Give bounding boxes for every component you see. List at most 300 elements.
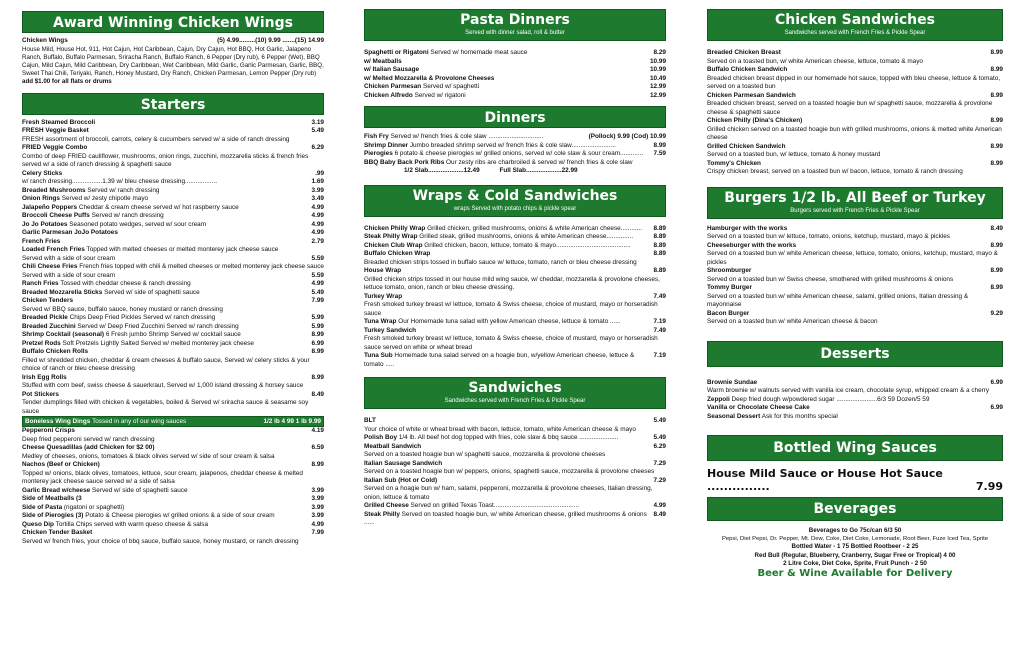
menu-item-desc: Served w/ Deep Fried Zucchini Served w/ ranch dressing: [77, 322, 239, 330]
menu-item: [707, 250, 1003, 267]
bottled-line: House Mild Sauce or House Hot Sauce ............... 7.99: [707, 467, 1003, 493]
menu-item-desc: Filled w/ shredded chicken, cheddar & cream cheeses & buffalo sauce, Served w/ celery sticks & your choice of ranch or bleu cheese dressing: [22, 356, 310, 373]
menu-item: [364, 83, 666, 92]
menu-item-name: House Wrap: [364, 267, 402, 274]
menu-item-price: 8.49: [653, 510, 666, 518]
menu-item-desc: Grilled chicken served on a toasted hoagie bun with grilled mushrooms, onions & melted white American cheese: [707, 125, 1002, 141]
menu-item: [364, 75, 666, 84]
wings-note: add $1.00 for all flats or drums: [22, 78, 112, 86]
menu-item: [22, 436, 324, 445]
menu-item: [364, 352, 666, 369]
dinners-list: [364, 133, 666, 167]
menu-item: [364, 293, 666, 302]
menu-item-desc: 6 potato & cheese pierogies w/ grilled onions, served w/ cole slaw & sour cream.............: [394, 150, 644, 157]
menu-item: [364, 318, 666, 327]
menu-item: [364, 142, 666, 151]
dinners-header: [364, 106, 666, 128]
desserts-header: [707, 341, 1003, 367]
wings-line: Chicken Wings (5) 4.99.........(10) 9.99 .......(15) 14.99: [22, 37, 324, 44]
menu-item-price: 8.89: [653, 241, 666, 249]
menu-item: [22, 306, 324, 315]
menu-item-name: Buffalo Chicken Rolls: [22, 348, 89, 356]
menu-item-price: 7.49: [653, 292, 666, 300]
beverages-section: Beverages to Go 75c/can 6/3 50 Pepsi, Diet Pepsi, Dr. Pepper, Mt. Dew, Coke, Diet Coke, Lemonade, Root Beer, Fuze Iced Tea, Sprite Bottled Water - 1 75 Bottled Rootbeer - 2 25 Red Bull (Regular, Blueberry, Cranberry, Sugar Free or Tropical) 4 00 2 Litre Coke, Diet Coke, Sprite, Fruit Punch - 2 50 Beer & Wine Available for Delivery: [707, 527, 1003, 579]
menu-item-desc: Potato & Cheese pierogies w/ grilled onions & a side of sour cream: [85, 512, 275, 520]
menu-item: [707, 310, 1003, 319]
menu-item: [707, 379, 1003, 388]
menu-item-price: 8.99: [311, 373, 324, 381]
menu-item-price: 4.99: [311, 220, 324, 228]
menu-item-desc: Crispy chicken breast, served on a toasted bun w/ bacon, lettuce, tomato & ranch dressing: [707, 168, 963, 175]
menu-item: [22, 297, 324, 306]
menu-item: [22, 229, 324, 238]
menu-item: [22, 314, 324, 323]
menu-item: [707, 66, 1003, 75]
menu-item: [364, 276, 666, 293]
menu-item-price: 10.49: [650, 74, 666, 82]
menu-item-name: w/ Meatballs: [364, 57, 402, 65]
menu-item-name: Chicken Philly (Dina's Chicken): [707, 117, 803, 124]
menu-item-name: Steak Philly: [364, 510, 400, 518]
menu-item: [22, 538, 324, 547]
menu-item-name: Shroomburger: [707, 267, 752, 274]
menu-item-desc: Breaded chicken strips tossed in buffalo sauce w/ lettuce, tomato, ranch or bleu cheese dressing: [364, 258, 637, 266]
menu-item-desc: Your choice of white or wheat bread with bacon, lettuce, tomato, white American cheese & mayo: [364, 425, 636, 433]
menu-item-name: Brownie Sundae: [707, 378, 758, 386]
menu-item-desc: Served w/ ranch dressing: [87, 186, 160, 194]
menu-item: [364, 468, 666, 477]
menu-item: [364, 92, 666, 101]
menu-item-desc: Served w/ zesty chipotle mayo: [61, 195, 149, 203]
menu-item-price: 5.49: [311, 288, 324, 296]
menu-item-price: 8.99: [990, 267, 1003, 274]
menu-item-name: Bacon Burger: [707, 309, 750, 317]
menu-item-price: 4.99: [311, 280, 324, 288]
menu-item: [364, 443, 666, 452]
menu-item: [364, 477, 666, 486]
menu-item-price: 7.99: [311, 297, 324, 305]
menu-item-price: 9.29: [990, 309, 1003, 317]
menu-item: [364, 150, 666, 159]
menu-item-name: Italian Sausage Sandwich: [364, 459, 443, 467]
menu-item: [364, 417, 666, 426]
menu-item-name: Pot Stickers: [22, 390, 59, 398]
menu-item-name: Italian Sub (Hot or Cold): [364, 476, 438, 484]
menu-item: [364, 66, 666, 75]
menu-item: [22, 453, 324, 462]
menu-item: [22, 263, 324, 272]
menu-item-name: Meatball Sandwich: [364, 442, 422, 450]
menu-item: [707, 233, 1003, 242]
menu-item-desc: Served w/ ranch dressing: [91, 212, 164, 220]
menu-item-price: 12.99: [650, 91, 666, 99]
menu-item: [364, 267, 666, 276]
burgers-list: [707, 225, 1003, 327]
menu-item-desc: w/ ranch dressing.................1.39 w/ bleu cheese dressing..................: [22, 178, 218, 186]
menu-item-name: Celery Sticks: [22, 169, 63, 177]
burgers-header: [707, 187, 1003, 219]
menu-item-price: 4.99: [653, 502, 666, 509]
desserts-list: [707, 379, 1003, 422]
menu-item-name: Breaded Pickle: [22, 314, 68, 322]
menu-item-desc: 1/4 lb. All beef hot dog topped with fries, cole slaw & bbq sauce ......................: [398, 434, 619, 441]
menu-item: [707, 58, 1003, 67]
chicken-sandwiches-subtitle: Sandwiches served with French Fries & Pickle Spear: [784, 30, 926, 36]
starters-list: [22, 119, 324, 417]
menu-item-desc: Homemade tuna salad served on a hoagie bun, w/yellow American cheese, lettuce & tomato .....: [364, 352, 635, 368]
menu-item-desc: French fries topped with chili & melted cheeses or melted monterey jack cheese sauce: [79, 263, 324, 271]
burgers-title: Burgers 1/2 lb. All Beef or Turkey: [724, 189, 986, 206]
menu-item: [707, 284, 1003, 293]
menu-item-price: 8.29: [653, 49, 666, 56]
menu-item-name: Vanilla or Chocolate Cheese Cake: [707, 404, 810, 411]
menu-item-desc: Served w/ side of spaghetti sauce: [92, 486, 188, 494]
desserts-title: Desserts: [820, 345, 890, 362]
menu-item-name: Buffalo Chicken Wrap: [364, 250, 431, 257]
menu-item-price: 3.99: [311, 512, 324, 520]
menu-item-name: Chicken Tenders: [22, 297, 74, 305]
menu-item-name: Chicken Philly Wrap: [364, 224, 426, 232]
beverages-header: [707, 497, 1003, 521]
menu-item-desc: Served on a toasted hoagie bun w/ spaghetti sauce, mozzarella & provolone cheeses: [364, 451, 606, 458]
menu-item-name: Cheese Quesadillas (add Chicken for $2 00): [22, 444, 155, 452]
menu-item-desc: Served w/ french fries & cole slaw ...............................: [390, 133, 544, 140]
menu-item: [364, 451, 666, 460]
menu-item: [707, 151, 1003, 160]
menu-item-desc: Ask for this months special: [761, 412, 838, 420]
menu-item-price: 5.49: [653, 434, 666, 441]
menu-item: [22, 178, 324, 187]
menu-item: [22, 470, 324, 487]
menu-item-desc: Served on a toasted bun w/ white American cheese, salami, grilled onions, Italian dressing & mayonnaise: [707, 292, 969, 308]
menu-item: [22, 461, 324, 470]
menu-item: [22, 391, 324, 400]
menu-item-desc: Served on a toasted bun, w/ white American cheese, lettuce, tomato & mayo: [707, 57, 923, 65]
menu-item-desc: Grilled chicken, bacon, lettuce, tomato & mayo..........................................: [424, 241, 631, 249]
wings-flavors: House Mild, House Hot, 911, Hot Cajun, Hot Caribbean, Cajun, Dry Cajun, Hot BBQ, Hot Garlic, Jalapeno Ranch, Buffalo, Buffalo Parmesan, Sriracha Ranch, Buffalo Ranch, 6 Pepper (Dry rub), 6 Pepper (Wet), BBQ Cajun, Mild Cajun, Mild Caribbean, Dry Caribbean, Wet Caribbean, Mild Garlic, Garlic Parmesan, Garlic, BBQ, Sweet Thai Chili, Teriyaki, Ranch, Honey Mustard, Dry Ranch, Chicken Parmesan, Lemon Pepper (Dry rub): [22, 45, 324, 78]
menu-item: [22, 212, 324, 221]
menu-item-price: 4.19: [311, 427, 324, 435]
menu-item-name: FRESH Veggie Basket: [22, 127, 89, 135]
menu-item-price: 8.99: [990, 117, 1003, 124]
menu-item-price: 5.49: [311, 127, 324, 135]
menu-item-price: 8.99: [990, 91, 1003, 99]
menu-item-price: 8.99: [311, 331, 324, 339]
menu-item: [22, 340, 324, 349]
menu-item: [22, 427, 324, 436]
menu-item-name: Tommy's Chicken: [707, 159, 761, 167]
menu-item-desc: Cheddar & cream cheese served w/ hot raspberry sauce: [78, 203, 239, 211]
menu-item: [22, 512, 324, 521]
wraps-list: [364, 225, 666, 370]
menu-item-desc: Served w/ spaghetti: [422, 83, 480, 90]
menu-item-name: Spaghetti or Rigatoni: [364, 49, 429, 56]
menu-item: [707, 143, 1003, 152]
menu-item-price: 4.99: [311, 212, 324, 220]
menu-item: [364, 335, 666, 352]
menu-item: [22, 444, 324, 453]
menu-item-price: 7.19: [653, 318, 666, 325]
menu-item-name: Fresh Steamed Broccoli: [22, 118, 96, 126]
chicken-sandwiches-title: Chicken Sandwiches: [775, 12, 935, 28]
menu-item-desc: Grilled steak, grilled mushrooms, onions & white American cheese...............: [419, 233, 634, 240]
starters-list-2: [22, 427, 324, 546]
pasta-list: [364, 49, 666, 100]
menu-item-price: 5.59: [311, 254, 324, 262]
menu-item-desc: Grilled chicken, grilled mushrooms, onions & white American cheese............: [427, 224, 642, 232]
menu-item: [22, 136, 324, 145]
menu-item-name: Loaded French Fries: [22, 246, 85, 254]
menu-item: [22, 487, 324, 496]
menu-item: [707, 168, 1003, 177]
menu-item-price: 3.99: [311, 486, 324, 494]
ribs-prices: 1/2 Slab....................12.49 Full Slab....................22.99: [404, 167, 578, 174]
menu-item-desc: Breaded chicken breast dipped in our homemade hot sauce, topped with bleu cheese, lettuce & tomato, served on a toasted bun: [707, 74, 1001, 90]
menu-item-price: 12.99: [650, 83, 666, 90]
starters-header: [22, 93, 324, 115]
menu-item: [22, 153, 324, 170]
sandwiches-subtitle: Sandwiches served with French Fries & Pickle Spear: [444, 398, 586, 404]
menu-item-name: Pierogies: [364, 150, 393, 157]
menu-item-desc: Served with a side of sour cream: [22, 271, 116, 279]
menu-item: [707, 293, 1003, 310]
menu-item: [364, 434, 666, 443]
menu-item-price: 7.99: [311, 529, 324, 537]
menu-item-price: 8.89: [653, 233, 666, 240]
menu-item-name: Side of Pierogies (3): [22, 512, 84, 520]
menu-item-desc: Fresh smoked turkey breast w/ lettuce, tomato & Swiss cheese, choice of mustard, mayo or horseradish sauce: [364, 301, 658, 317]
boneless-wing-dings: Boneless Wing Dings Tossed in any of our wing sauces 1/2 lb 4 99 1 lb 9.99: [22, 416, 324, 427]
menu-item: [22, 187, 324, 196]
menu-item-name: Seasonal Dessert: [707, 412, 761, 420]
menu-item-name: Chicken Parmesan: [364, 83, 422, 90]
menu-item-price: 5.99: [311, 314, 324, 322]
menu-item-desc: Jumbo breaded shrimp served w/ french fries & cole slaw.........................: [409, 141, 616, 149]
beverages-footer: Beer & Wine Available for Delivery: [757, 568, 953, 580]
menu-item-name: BLT: [364, 417, 376, 424]
menu-item-price: 8.49: [990, 224, 1003, 232]
menu-item-name: Breaded Mushrooms: [22, 186, 86, 194]
menu-item-desc: Combo of deep FRIED cauliflower, mushrooms, onion rings, zucchini, mozzarella sticks & french fries served w/ a side of ranch dressing & spaghetti sauce: [22, 152, 309, 169]
menu-item: [22, 289, 324, 298]
menu-item-name: Queso Dip: [22, 520, 54, 528]
menu-item: [707, 49, 1003, 58]
menu-item-price: 3.49: [311, 195, 324, 203]
menu-item: [22, 521, 324, 530]
menu-item-desc: Topped w/ onions, black olives, tomatoes, lettuce, sour cream, jalapenos, cheddar cheese & melted monterey jack cheese sauce served w/ a side of salsa: [22, 469, 303, 486]
wings-title: Award Winning Chicken Wings: [52, 15, 294, 31]
wraps-subtitle: wraps Served with potato chips & pickle spear: [453, 205, 577, 212]
menu-item-name: FRIED Veggie Combo: [22, 144, 88, 152]
menu-item-price: 5.59: [311, 271, 324, 279]
wings-header: [22, 11, 324, 33]
menu-item-name: Turkey Sandwich: [364, 326, 417, 334]
menu-item: [364, 159, 666, 168]
column-left: [22, 0, 324, 546]
menu-item-name: Irish Egg Rolls: [22, 373, 67, 381]
menu-item: [364, 327, 666, 336]
menu-item-price: 8.99: [311, 348, 324, 356]
pasta-subtitle: Served with dinner salad, roll & butter: [465, 30, 565, 36]
menu-item-price: 8.99: [990, 49, 1003, 56]
menu-item-name: Turkey Wrap: [364, 292, 403, 300]
menu-item-desc: Served on a toasted bun w/ white American cheese & bacon: [707, 318, 878, 325]
chicken-sandwiches-list: [707, 49, 1003, 177]
menu-item: [22, 357, 324, 374]
menu-item-desc: Chips Deep Fried Pickles Served w/ ranch dressing: [69, 314, 216, 322]
menu-item-desc: Seasoned potato wedges, served w/ sour cream: [69, 220, 207, 228]
menu-item-price: (Pollock) 9.99 (Cod) 10.99: [588, 133, 666, 140]
menu-item-desc: Served with a side of sour cream: [22, 254, 116, 262]
menu-item: [364, 250, 666, 259]
bottled-title: Bottled Wing Sauces: [773, 440, 937, 456]
menu-item: [707, 413, 1003, 422]
menu-item-price: 6.99: [311, 339, 324, 347]
menu-item-desc: Our zesty ribs are charbroiled & served w/ french fries & cole slaw: [446, 158, 633, 166]
menu-item-name: Chicken Club Wrap: [364, 241, 423, 249]
menu-item: [364, 460, 666, 469]
wraps-header: [364, 185, 666, 217]
menu-item-price: 4.99: [311, 203, 324, 211]
menu-item-price: 3.99: [311, 495, 324, 503]
menu-item-name: Cheeseburger with the works: [707, 241, 797, 249]
menu-item: [22, 280, 324, 289]
menu-item-name: Nachos (Beef or Chicken): [22, 461, 100, 469]
menu-item-name: Breaded Mozzarella Sticks: [22, 288, 103, 296]
menu-item-name: Shrimp Cocktail (seasonal): [22, 331, 105, 339]
menu-item-price: 7.19: [653, 352, 666, 359]
menu-item-price: 6.29: [311, 144, 324, 152]
menu-item-name: Side of Meatballs (3: [22, 495, 82, 503]
menu-item: [707, 387, 1003, 396]
menu-item-price: 6.99: [990, 378, 1003, 386]
menu-item-name: Tommy Burger: [707, 284, 752, 291]
menu-item-price: 8.99: [990, 142, 1003, 150]
menu-item-desc: Served on a toasted hoagie bun w/ peppers, onions, spaghetti sauce, mozzarella & provolone cheeses: [364, 468, 655, 475]
menu-item-name: Fish Fry: [364, 133, 389, 140]
menu-item: [22, 399, 324, 416]
menu-item-desc: Served on a toasted bun w/ lettuce, tomato, onions, ketchup, mustard, mayo & pickles: [707, 233, 950, 240]
menu-item: [707, 126, 1003, 143]
menu-item: [707, 92, 1003, 101]
menu-item-price: 4.99: [311, 229, 324, 237]
menu-item: [364, 225, 666, 234]
menu-item-price: 5.99: [311, 322, 324, 330]
menu-item-price: 2.79: [311, 237, 324, 245]
menu-item: [22, 348, 324, 357]
menu-item: [707, 225, 1003, 234]
dinners-title: Dinners: [484, 110, 546, 126]
menu-item-name: Tuna Sub: [364, 352, 393, 359]
pasta-title: Pasta Dinners: [460, 12, 570, 28]
menu-item-desc: Soft Pretzels Lightly Salted Served w/ melted monterey jack cheese: [62, 339, 254, 347]
menu-item: [22, 529, 324, 538]
menu-item: [364, 485, 666, 502]
menu-item-price: 7.49: [653, 326, 666, 334]
menu-item: [364, 58, 666, 67]
menu-item-price: 6.99: [990, 404, 1003, 411]
pasta-header: [364, 9, 666, 41]
menu-item-name: Tuna Wrap: [364, 318, 397, 325]
menu-item-desc: Topped with melted cheeses or melted monterey jack cheese sauce: [86, 246, 279, 254]
menu-item-name: Buffalo Chicken Sandwich: [707, 66, 788, 73]
menu-item-name: Grilled Cheese: [364, 502, 409, 509]
menu-item-price: 3.19: [311, 118, 324, 126]
menu-item-desc: FRESH assortment of broccoli, carrots, celery & cucumbers served w/ a side of ranch dressing: [22, 135, 290, 143]
menu-item: [22, 144, 324, 153]
menu-item-desc: Served on a toasted bun, w/ lettuce, tomato & honey mustard: [707, 151, 881, 158]
menu-item-desc: Breaded chicken breast, served on a toasted hoagie bun w/ spaghetti sauce, mozzarella & provolone cheese & spaghetti sauce: [707, 100, 993, 116]
menu-item-desc: Deep fried dough w/powdered sugar .......................6/3 59 Dozen/5 59: [731, 395, 930, 403]
menu-item-price: 10.99: [650, 57, 666, 65]
sandwiches-title: Sandwiches: [468, 380, 562, 396]
menu-item-desc: (rigatoni or spaghetti): [63, 503, 125, 511]
menu-item-name: Broccoli Cheese Puffs: [22, 212, 90, 220]
menu-item-name: w/ Italian Sausage: [364, 66, 420, 73]
menu-item-price: 1.69: [311, 178, 324, 186]
menu-item: [364, 49, 666, 58]
menu-item: [22, 221, 324, 230]
menu-item-desc: Served on grilled Texas Toast................................................: [410, 502, 580, 509]
menu-item: [707, 75, 1003, 92]
menu-item-desc: 6 Fresh jumbo Shrimp Served w/ cocktail sauce: [105, 331, 241, 339]
menu-item-desc: Served on a toasted bun w/ white American cheese, lettuce, tomato, onions, ketchup, mustard, mayo & pickles: [707, 250, 998, 266]
menu-item: [364, 511, 666, 528]
menu-item-desc: Deep fried pepperoni served w/ ranch dressing: [22, 435, 155, 443]
menu-item: [364, 242, 666, 251]
menu-item-price: 7.29: [653, 476, 666, 484]
menu-item: [707, 404, 1003, 413]
menu-item-desc: Served w/ side of spaghetti sauce: [104, 288, 200, 296]
menu-item-desc: Tossed with cheddar cheese & ranch dressing: [60, 280, 191, 288]
menu-item-desc: Our Homemade tuna salad with yellow American cheese, lettuce & tomato ......: [398, 318, 621, 325]
menu-item-name: Shrimp Dinner: [364, 141, 409, 149]
menu-item-price: 4.99: [311, 520, 324, 528]
menu-item-name: Breaded Zucchini: [22, 322, 76, 330]
menu-item-price: 8.99: [990, 159, 1003, 167]
menu-item-desc: Served w/ homemade meat sauce: [430, 49, 528, 56]
menu-item: [707, 318, 1003, 327]
menu-item: [364, 502, 666, 511]
menu-item: [707, 160, 1003, 169]
menu-item: [22, 170, 324, 179]
menu-item-desc: Served on a hoagie bun w/ ham, salami, pepperoni, mozzarella & provolone cheeses, Italian dressing, onion, lettuce & tomato: [364, 485, 653, 501]
menu-item-name: Side of Pasta: [22, 503, 63, 511]
bottled-header: [707, 435, 1003, 461]
menu-item-desc: Served on toasted hoagie bun, w/ white American cheese, grilled mushrooms & onions ......: [364, 510, 647, 526]
menu-item: [22, 504, 324, 513]
menu-item: [364, 426, 666, 435]
menu-item-price: .99: [315, 169, 324, 177]
menu-item-name: Jo Jo Potatoes: [22, 220, 68, 228]
menu-item: [22, 238, 324, 247]
menu-item-desc: Stuffed with corn beef, swiss cheese & sauerkraut, Served w/ 1,000 island dressing & horsey sauce: [22, 382, 304, 390]
sandwiches-header: [364, 377, 666, 409]
menu-item-desc: Grilled chicken strips tossed in our house mild wing sauce, w/ cheddar, mozzarella & provolone cheeses, lettuce tomato, onion, ranch or bleu cheese dressing.: [364, 275, 660, 291]
menu-item-price: 8.99: [990, 241, 1003, 249]
wraps-title: Wraps & Cold Sandwiches: [412, 187, 618, 204]
menu-item: [22, 323, 324, 332]
menu-item-price: 3.99: [311, 186, 324, 194]
menu-item-name: Grilled Chicken Sandwich: [707, 142, 786, 150]
menu-item-desc: Served w/ BBQ sauce, buffalo sauce, honey mustard or ranch dressing: [22, 305, 223, 313]
menu-item: [707, 117, 1003, 126]
menu-item: [22, 272, 324, 281]
menu-item-price: 8.99: [311, 461, 324, 469]
menu-item-name: Jalapeño Poppers: [22, 203, 78, 211]
menu-item-name: Chili Cheese Fries: [22, 263, 78, 271]
menu-item-name: Chicken Tender Basket: [22, 529, 93, 537]
